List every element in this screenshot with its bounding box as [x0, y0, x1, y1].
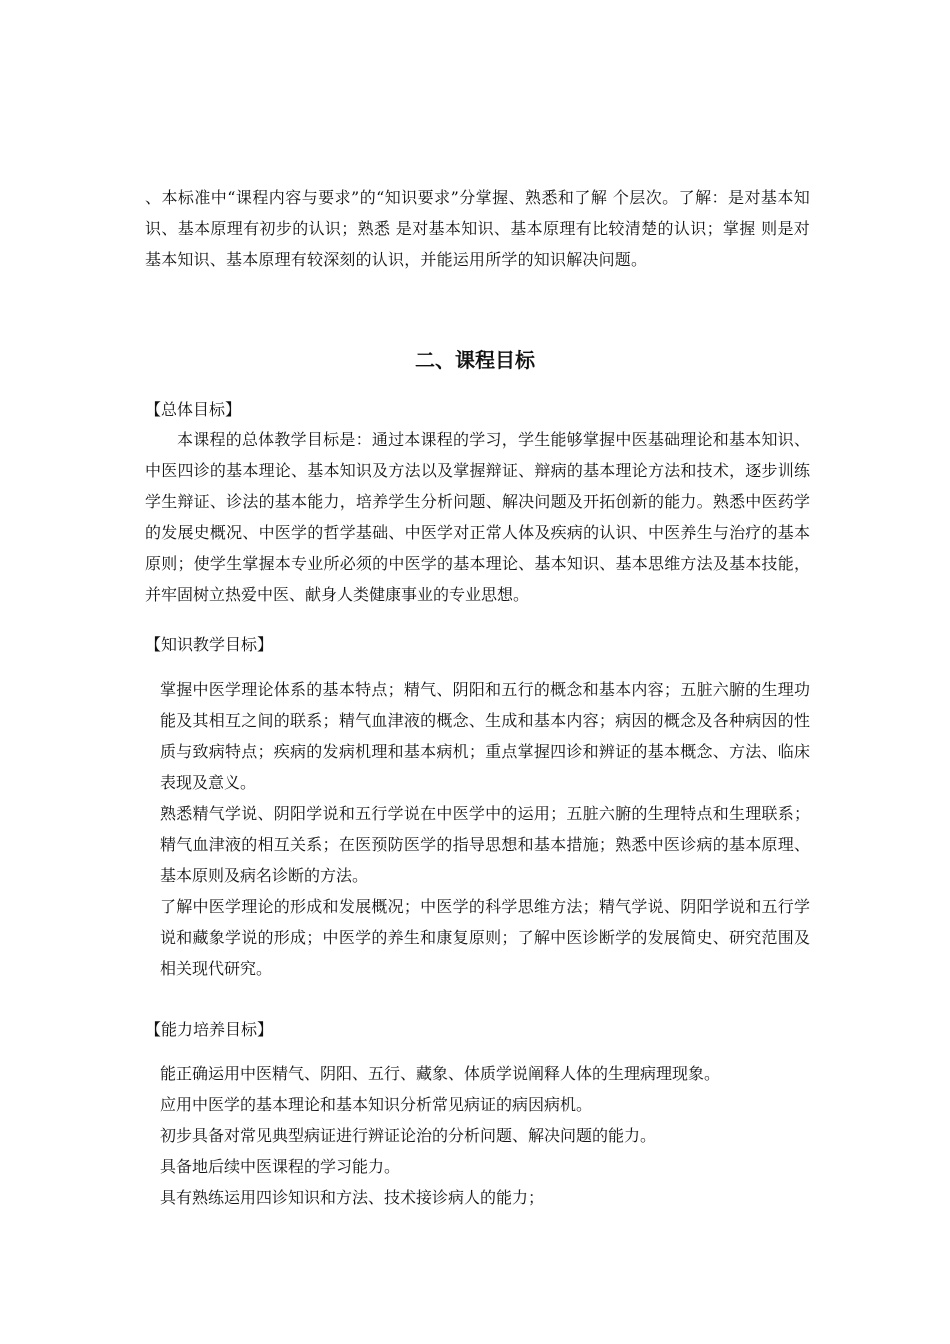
- ability-goal-list: [160, 1058, 810, 1213]
- overall-goal-paragraph: 本课程的总体教学目标是：通过本课程的学习，学生能够掌握中医基础理论和基本知识、中医四诊的基本理论、基本知识及方法以及掌握辩证、辩病的基本理论方法和技术，逐步训练学生辩证、诊法的基本能力，培养学生分析问题、解决问题及开拓创新的能力。熟悉中医药学的发展史概况、中医学的哲学基础、中医学对正常人体及疾病的认识、中医养生与治疗的基本原则；使学生掌握本专业所必须的中医学的基本理论、基本知识、基本思维方法及基本技能，并牢固树立热爱中医、献身人类健康事业的专业思想。: [145, 430, 810, 604]
- ability-goal-item: 具有熟练运用四诊知识和方法、技术接诊病人的能力；: [160, 1188, 545, 1207]
- intro-paragraph-block: [145, 182, 810, 275]
- ability-goal-item: 初步具备对常见典型病证进行辨证论治的分析问题、解决问题的能力。: [160, 1126, 657, 1145]
- ability-goal-item: 能正确运用中医精气、阴阳、五行、藏象、体质学说阐释人体的生理病理现象。: [160, 1064, 721, 1083]
- knowledge-goal-item: 熟悉精气学说、阴阳学说和五行学说在中医学中的运用；五脏六腑的生理特点和生理联系；精气血津液的相互关系；在医预防医学的指导思想和基本措施；熟悉中医诊病的基本原理、基本原则及病名诊断的方法。: [160, 804, 810, 885]
- ability-goal-heading: 【能力培养目标】: [145, 1020, 274, 1039]
- knowledge-goal-list: [160, 674, 810, 984]
- intro-paragraph: 、本标准中“课程内容与要求”的“知识要求”分掌握、熟悉和了解 个层次。了解：是对基本知识、基本原理有初步的认识；熟悉 是对基本知识、基本原理有比较清楚的认识；掌握 则是对基本知识、基本原理有较深刻的认识，并能运用所学的知识解决问题。: [145, 188, 810, 269]
- knowledge-goal-heading: 【知识教学目标】: [145, 635, 274, 654]
- ability-goal-item: 应用中医学的基本理论和基本知识分析常见病证的病因病机。: [160, 1095, 593, 1114]
- overall-goal-heading: 【总体目标】: [145, 400, 242, 419]
- knowledge-goal-item: 掌握中医学理论体系的基本特点；精气、阴阳和五行的概念和基本内容；五脏六腑的生理功能及其相互之间的联系；精气血津液的概念、生成和基本内容；病因的概念及各种病因的性质与致病特点；疾病的发病机理和基本病机；重点掌握四诊和辨证的基本概念、方法、临床表现及意义。: [160, 680, 810, 792]
- ability-goal-item: 具备地后续中医课程的学习能力。: [160, 1157, 401, 1176]
- knowledge-goal-item: 了解中医学理论的形成和发展概况；中医学的科学思维方法；精气学说、阴阳学说和五行学说和藏象学说的形成；中医学的养生和康复原则；了解中医诊断学的发展简史、研究范围及相关现代研究。: [160, 897, 810, 978]
- section-title: 二、课程目标: [415, 348, 535, 372]
